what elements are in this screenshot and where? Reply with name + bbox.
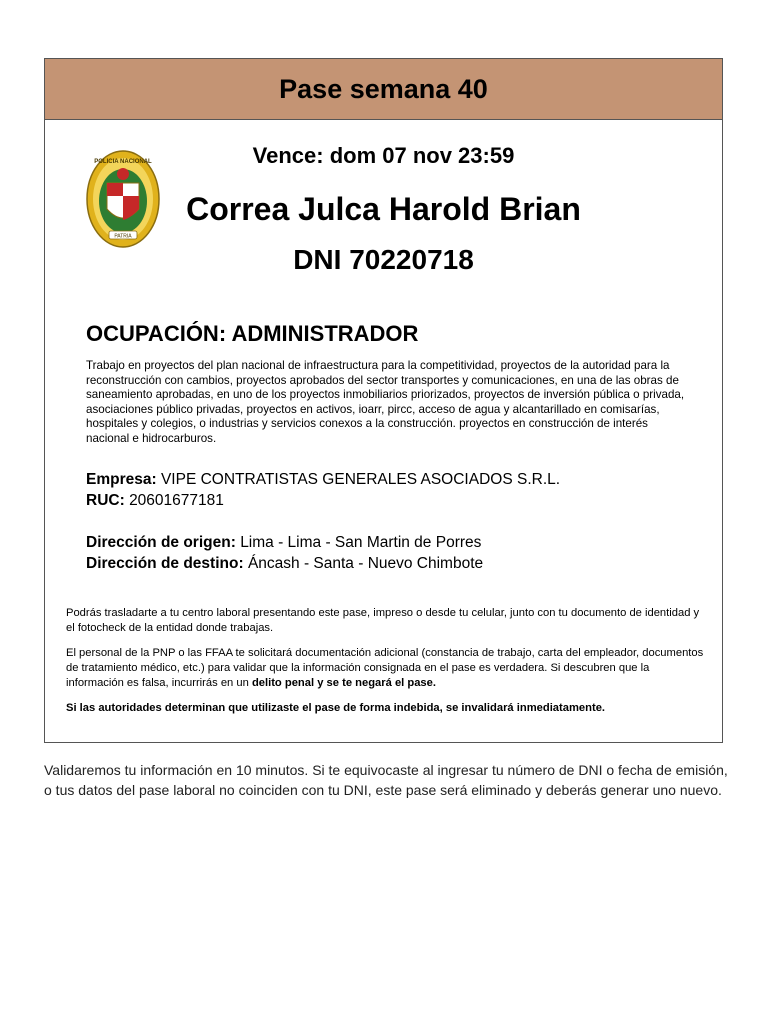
pass-title: Pase semana 40 [45, 59, 722, 120]
note-invalidation-text: Si las autoridades determinan que utilizaste el pase de forma indebida, se invalidará inmediatamente. [66, 702, 606, 714]
company-label: Empresa: [86, 471, 157, 488]
occupation-description: Trabajo en proyectos del plan nacional de infraestructura para la competitividad, proyectos de la autoridad para la reconstrucción con cambios, proyectos aprobados del sector transportes y comunicaciones, en una de las obras de saneamiento aprobadas, en uno de los proyectos inmobiliarios priorizados, proyectos de inversión pública o privada, asociaciones público privadas, proyectos en activos, ioarr, pircc, acceso de agua y alcantarillado en comisarías, hospitales y colegios, o industrias y servicios conexos a la construcción. proyectos en construcción de interés nacional e hidrocarburos. [86, 359, 685, 445]
company-value: VIPE CONTRATISTAS GENERALES ASOCIADOS S.R.L. [160, 471, 561, 488]
company-block [86, 469, 560, 511]
ruc-row [86, 490, 560, 511]
address-block [86, 532, 483, 574]
holder-dni: DNI 70220718 [293, 244, 474, 275]
destination-value: Áncash - Santa - Nuevo Chimbote [247, 555, 484, 572]
svg-text:POLICIA NACIONAL: POLICIA NACIONAL [94, 159, 152, 165]
destination-row [86, 553, 483, 574]
origin-label: Dirección de origen: [86, 534, 236, 551]
note-verification-text: El personal de la PNP o las FFAA te solicitará documentación adicional (constancia de trabajo, carta del empleador, documentos de tratamiento médico, etc.) para validar que la información consignada en el pase es verdadera. Si descubren que la información es falsa, incurrirás en un [66, 647, 704, 689]
pass-notes [66, 606, 706, 726]
occupation-title: OCUPACIÓN: ADMINISTRADOR [86, 321, 419, 346]
svg-text:PATRIA: PATRIA [114, 233, 132, 240]
pass-card [44, 58, 723, 743]
note-invalidation [66, 701, 706, 716]
company-row [86, 469, 560, 490]
expiry-date: Vence: dom 07 nov 23:59 [252, 143, 515, 168]
validation-message: Validaremos tu información en 10 minutos. Si te equivocaste al ingresar tu número de DNI o fecha de emisión, o tus datos del pase laboral no coinciden con tu DNI, este pase será eliminado y deberás generar uno nuevo. [44, 762, 728, 798]
note-verification-warning: delito penal y se te negará el pase. [251, 677, 436, 689]
holder-name: Correa Julca Harold Brian [186, 191, 581, 227]
ruc-label: RUC: [86, 492, 125, 509]
note-usage: Podrás trasladarte a tu centro laboral presentando este pase, impreso o desde tu celular, junto con tu documento de identidad y el fotocheck de la entidad donde trabajas. [66, 607, 700, 634]
destination-label: Dirección de destino: [86, 555, 244, 572]
ruc-value: 20601677181 [129, 492, 224, 509]
note-verification [66, 646, 706, 691]
origin-row [86, 532, 483, 553]
origin-value: Lima - Lima - San Martin de Porres [240, 534, 482, 551]
